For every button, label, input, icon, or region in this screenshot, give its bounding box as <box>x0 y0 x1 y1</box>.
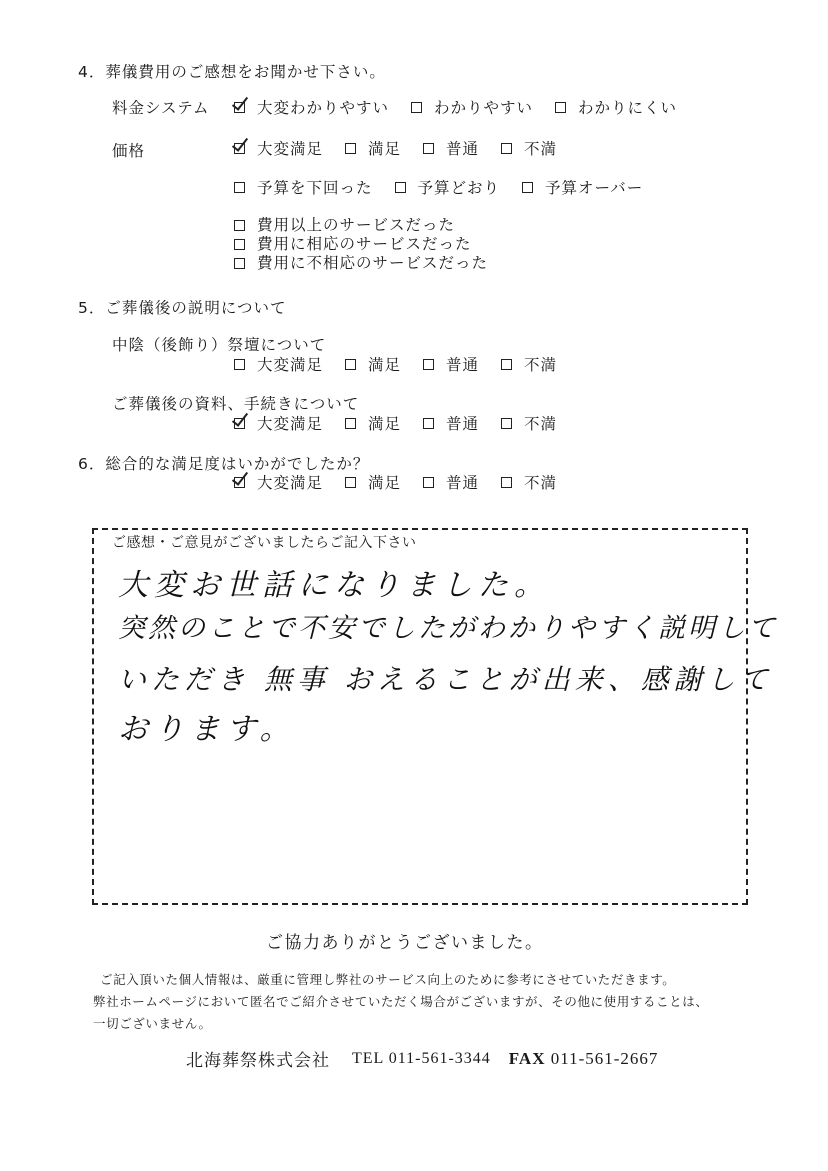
documents-options <box>234 412 579 434</box>
budget-options <box>234 176 665 198</box>
privacy-note-line-2: 弊社ホームページにおいて匿名でご紹介させていただく場合がございますが、その他に使用することは、 <box>93 994 709 1009</box>
checkbox[interactable] <box>501 143 512 154</box>
checkbox-checked[interactable] <box>234 418 245 429</box>
service-value-options <box>234 216 488 273</box>
checkbox[interactable] <box>522 182 533 193</box>
altar-options <box>234 353 579 375</box>
pricing-system-options <box>234 96 699 118</box>
tel-number: TEL 011-561-3344 <box>352 1049 491 1067</box>
pricing-option-1[interactable]: 大変わかりやすい <box>234 96 389 118</box>
altar-option-3[interactable]: 普通 <box>423 353 479 375</box>
checkbox[interactable] <box>345 477 356 488</box>
documents-label: ご葬儀後の資料、手続きについて <box>112 395 360 413</box>
pricing-option-3[interactable]: わかりにくい <box>555 96 677 118</box>
company-name: 北海葬祭株式会社 <box>186 1051 330 1071</box>
price-option-2[interactable]: 満足 <box>345 137 401 159</box>
documents-option-1[interactable]: 大変満足 <box>234 412 323 434</box>
fax-number: 011-561-2667 <box>550 1048 659 1068</box>
checkbox[interactable] <box>395 182 406 193</box>
documents-option-4[interactable]: 不満 <box>501 412 557 434</box>
checkbox[interactable] <box>423 359 434 370</box>
checkbox[interactable] <box>501 359 512 370</box>
checkbox[interactable] <box>234 359 245 370</box>
checkbox[interactable] <box>423 143 434 154</box>
documents-option-3[interactable]: 普通 <box>423 412 479 434</box>
budget-option-3[interactable]: 予算オーバー <box>522 176 643 198</box>
comment-heading: ご感想・ご意見がございましたらご記入下さい <box>112 535 417 551</box>
overall-option-3[interactable]: 普通 <box>423 471 479 493</box>
overall-option-4[interactable]: 不満 <box>501 471 557 493</box>
checkbox[interactable] <box>345 143 356 154</box>
checkbox[interactable] <box>501 477 512 488</box>
price-option-1[interactable]: 大変満足 <box>234 137 323 159</box>
thanks-message: ご協力ありがとうございました。 <box>266 933 544 953</box>
checkbox[interactable] <box>345 418 356 429</box>
fax <box>509 1049 659 1069</box>
overall-option-2[interactable]: 満足 <box>345 471 401 493</box>
price-option-4[interactable]: 不満 <box>501 137 557 159</box>
privacy-note-line-3: 一切ございません。 <box>93 1016 212 1031</box>
service-option-3[interactable]: 費用に不相応のサービスだった <box>234 254 488 273</box>
altar-label: 中陰（後飾り）祭壇について <box>112 336 327 354</box>
question-5-title: 5．ご葬儀後の説明について <box>78 299 287 317</box>
altar-option-1[interactable]: 大変満足 <box>234 353 323 375</box>
altar-option-2[interactable]: 満足 <box>345 353 401 375</box>
checkbox[interactable] <box>345 359 356 370</box>
checkbox[interactable] <box>423 418 434 429</box>
handwritten-line-1: 大変お世話になりました。 <box>118 568 550 603</box>
checkbox[interactable] <box>234 239 245 250</box>
checkbox-checked[interactable] <box>234 477 245 488</box>
service-option-2[interactable]: 費用に相応のサービスだった <box>234 235 488 254</box>
pricing-option-2[interactable]: わかりやすい <box>411 96 533 118</box>
price-option-3[interactable]: 普通 <box>423 137 479 159</box>
privacy-note-line-1: ご記入頂いた個人情報は、厳重に管理し弊社のサービス向上のために参考にさせていただきます。 <box>100 972 676 987</box>
service-option-1[interactable]: 費用以上のサービスだった <box>234 216 488 235</box>
pricing-system-label: 料金システム <box>112 99 210 117</box>
checkbox[interactable] <box>423 477 434 488</box>
budget-option-1[interactable]: 予算を下回った <box>234 176 373 198</box>
checkbox-checked[interactable] <box>234 102 245 113</box>
price-satisfaction-options <box>234 137 579 159</box>
checkbox-checked[interactable] <box>234 143 245 154</box>
checkbox[interactable] <box>234 182 245 193</box>
footer <box>186 1046 658 1071</box>
overall-options <box>234 471 579 493</box>
question-4-title: 4．葬儀費用のご感想をお聞かせ下さい。 <box>78 63 386 81</box>
handwritten-line-3: いただき 無事 おえることが出来、感謝して <box>118 663 773 696</box>
checkbox[interactable] <box>411 102 422 113</box>
budget-option-2[interactable]: 予算どおり <box>395 176 501 198</box>
altar-option-4[interactable]: 不満 <box>501 353 557 375</box>
handwritten-line-4: おります。 <box>118 712 296 747</box>
price-label: 価格 <box>112 142 146 160</box>
checkbox[interactable] <box>555 102 566 113</box>
checkbox[interactable] <box>501 418 512 429</box>
checkbox[interactable] <box>234 258 245 269</box>
documents-option-2[interactable]: 満足 <box>345 412 401 434</box>
overall-option-1[interactable]: 大変満足 <box>234 471 323 493</box>
question-6-title: 6．総合的な満足度はいかがでしたか？ <box>78 455 370 473</box>
handwritten-line-2: 突然のことで不安でしたがわかりやすく説明して <box>118 613 778 644</box>
checkbox[interactable] <box>234 220 245 231</box>
fax-label: FAX <box>508 1048 546 1068</box>
